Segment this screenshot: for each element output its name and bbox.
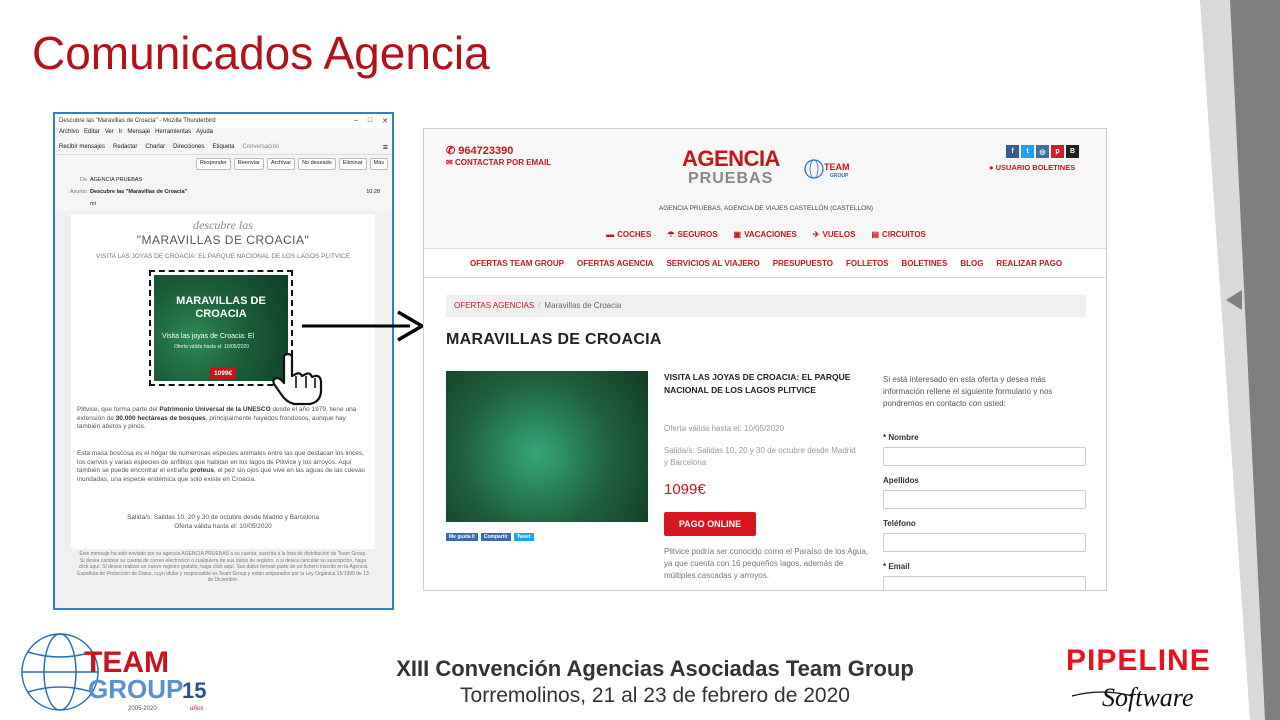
- nav-seguros-label: SEGUROS: [677, 230, 718, 239]
- address-book-button[interactable]: Direcciones: [173, 143, 205, 150]
- agency-tagline: AGENCIA PRUEBAS, AGENCIA DE VIAJES CASTELLÓN (CASTELLON): [658, 205, 874, 212]
- para1-text-2: desde el año 1979, tiene una extensión de: [77, 406, 357, 422]
- email-valid: Oferta válida hasta el: 10/05/2020: [174, 523, 272, 530]
- from-label: De: [79, 177, 87, 183]
- brand-logo-top[interactable]: AGENCIA: [682, 146, 780, 171]
- maximize-icon[interactable]: □: [367, 117, 373, 124]
- nav-circuitos[interactable]: [871, 230, 925, 239]
- email-banner-image: [154, 275, 288, 381]
- nav-ofertas-agencia[interactable]: OFERTAS AGENCIA: [577, 258, 654, 268]
- offer-title: VISITA LAS JOYAS DE CROACIA: EL PARQUE NACIONAL DE LOS LAGOS PLITVICE: [664, 372, 851, 395]
- plane-icon: ✈: [812, 230, 820, 239]
- nav-ofertas-team-group[interactable]: OFERTAS TEAM GROUP: [469, 258, 565, 268]
- nav-vacaciones[interactable]: [734, 230, 797, 239]
- arrow-right-icon: [302, 308, 426, 344]
- car-icon: ▬: [606, 230, 615, 239]
- breadcrumb-current: Maravillas de Croacia: [544, 301, 622, 310]
- email-salidas: Salida/s: Salidas 10, 20 y 30 de octubre desde Madrid y Barcelona: [127, 514, 319, 521]
- minimize-icon[interactable]: –: [353, 117, 358, 124]
- chat-button[interactable]: Charlar: [145, 143, 166, 150]
- brand-logo-bottom[interactable]: PRUEBAS: [688, 170, 774, 187]
- menu-mensaje[interactable]: Mensaje: [127, 129, 151, 135]
- team-mini-text: TEAM: [824, 162, 850, 172]
- contact-text: CONTACTAR POR EMAIL: [454, 158, 552, 167]
- menu-ayuda[interactable]: Ayuda: [196, 129, 213, 135]
- pipeline-word: PIPELINE: [1066, 644, 1211, 677]
- pipeline-script: Software: [1102, 683, 1194, 712]
- group-text: GROUP: [88, 674, 184, 704]
- page-title: MARAVILLAS DE CROACIA: [446, 331, 662, 348]
- team-group-logo: [18, 628, 218, 718]
- banner-valid: Oferta válida hasta el: 10/05/2020: [174, 344, 250, 350]
- menu-bar: [55, 128, 392, 139]
- nav-coches[interactable]: [606, 230, 651, 239]
- slide-title: Comunicados Agencia: [32, 27, 490, 79]
- nav-servicios-viajero[interactable]: SERVICIOS AL VIAJERO: [666, 258, 760, 268]
- close-icon[interactable]: ✕: [382, 118, 388, 125]
- twitter-icon[interactable]: t: [1021, 145, 1034, 158]
- reply-button[interactable]: Responder: [196, 158, 231, 170]
- more-button[interactable]: Más: [370, 158, 388, 170]
- apellidos-input[interactable]: [883, 490, 1086, 509]
- envelope-icon: ✉: [446, 158, 455, 167]
- from-value: AGENCIA PRUEBAS: [90, 177, 143, 183]
- nav-vacaciones-label: VACACIONES: [744, 230, 797, 239]
- para2-bold-proteus: proteus: [190, 467, 214, 474]
- message-headers: [55, 173, 392, 211]
- para1-text-3: , principalmente hayedos frondosos, aunque hay también abetos y pinos.: [77, 414, 346, 430]
- nombre-input[interactable]: [883, 447, 1086, 466]
- breadcrumb: [446, 295, 1086, 317]
- conversation-button[interactable]: Conversación: [242, 143, 280, 150]
- offer-description: Plitvice podría ser conocido como el Paraíso de los Agua, ya que cuenta con 16 pequeños lagos, además de múltiples cascadas y arroyos.: [664, 547, 869, 580]
- email-label: * Email: [883, 562, 910, 571]
- user-icon: ●: [989, 163, 996, 172]
- nav-vuelos-label: VUELOS: [822, 230, 856, 239]
- nombre-label: * Nombre: [883, 433, 919, 442]
- phone-text: 964723390: [458, 145, 514, 157]
- email-client-window: [53, 112, 394, 610]
- tweet-button[interactable]: Tweet: [514, 533, 534, 541]
- facebook-like-button[interactable]: Me gusta 0: [446, 533, 478, 541]
- nav-blog[interactable]: BLOG: [960, 258, 984, 268]
- umbrella-icon: ☂: [667, 230, 675, 239]
- agency-website: [423, 128, 1107, 591]
- email-body: [71, 214, 375, 549]
- social-icons: [1006, 145, 1079, 158]
- get-messages-button[interactable]: Recibir mensajes: [59, 143, 106, 150]
- window-title: Descubre las "Maravillas de Croacia" - Mozilla Thunderbird: [59, 118, 216, 124]
- years-word: años: [190, 704, 204, 712]
- usuario-boletines-link[interactable]: [989, 163, 1075, 172]
- nav-coches-label: COCHES: [617, 230, 652, 239]
- menu-archivo[interactable]: Archivo: [59, 129, 80, 135]
- para1-bold-hectareas: 30.000 hectáreas de bosques: [115, 414, 206, 422]
- email-paragraph-2: [77, 450, 369, 484]
- telefono-label: Teléfono: [883, 519, 916, 528]
- contact-email-link[interactable]: [446, 158, 551, 167]
- message-time: 10:28: [366, 189, 380, 195]
- apellidos-label: Apellidos: [883, 476, 920, 485]
- facebook-icon[interactable]: f: [1006, 145, 1019, 158]
- pointer-hand-icon: [270, 350, 328, 406]
- nav-folletos[interactable]: FOLLETOS: [846, 258, 889, 268]
- breadcrumb-link[interactable]: OFERTAS AGENCIAS: [454, 301, 535, 310]
- compose-button[interactable]: Redactar: [113, 143, 138, 150]
- email-subtitle: VISITA LAS JOYAS DE CROACIA: EL PARQUE NACIONAL DE LOS LAGOS PLITVICE: [95, 253, 351, 260]
- main-nav: [424, 230, 1107, 239]
- offer-price: 1099€: [664, 481, 706, 498]
- menu-herramientas[interactable]: Herramientas: [155, 129, 192, 135]
- subject-value: Descubre las "Maravillas de Croacia": [90, 189, 188, 195]
- para2-text: Esta masa boscosa es el hogar de numerosas especies animales entre las que destacan los linces, los ciervos y varias especies de anfibios que habitan en los lagos de Plitvice y los arroyos. Aquí también se puede encontrar el extraño: [77, 450, 364, 474]
- email-pre-title: descubre las: [193, 218, 253, 232]
- years-range: 2005-2020: [128, 706, 157, 712]
- phone-number[interactable]: [446, 144, 513, 157]
- junk-button[interactable]: No deseado: [298, 158, 336, 170]
- offer-salidas: Salida/s: Salidas 10, 20 y 30 de octubre desde Madrid y Barcelona: [664, 446, 856, 467]
- pinterest-icon[interactable]: p: [1051, 145, 1064, 158]
- menu-editar[interactable]: Editar: [84, 129, 100, 135]
- convention-title: XIII Convención Agencias Asociadas Team Group: [396, 656, 914, 681]
- tag-button[interactable]: Etiqueta: [212, 143, 235, 150]
- telefono-input[interactable]: [883, 533, 1086, 552]
- forward-button[interactable]: Reenviar: [234, 158, 264, 170]
- facebook-share-button[interactable]: Compartir: [481, 533, 511, 541]
- to-label: [67, 198, 87, 210]
- nav-seguros[interactable]: [667, 230, 717, 239]
- pipeline-software-logo: [1062, 636, 1267, 720]
- blogger-icon[interactable]: B: [1066, 145, 1079, 158]
- email-titlebar: [55, 114, 392, 128]
- to-value: mi: [90, 201, 96, 207]
- offer-valid: Oferta válida hasta el: 10/05/2020: [664, 424, 785, 433]
- para2-text-2: , el pez sin ojos que vive en las aguas de las cuevas inundadas, una especie endémica que solo existe en Croacia.: [77, 467, 365, 483]
- email-toolbar: [55, 139, 392, 155]
- bus-icon: ▤: [871, 230, 880, 239]
- menu-ver[interactable]: Ver: [104, 129, 114, 135]
- pago-online-button[interactable]: PAGO ONLINE: [664, 512, 756, 536]
- team-text: TEAM: [84, 646, 169, 679]
- nav-vuelos[interactable]: [813, 230, 856, 239]
- nav-presupuesto[interactable]: PRESUPUESTO: [772, 258, 833, 268]
- phone-icon: ✆: [446, 145, 459, 157]
- email-legal-footer: Este mensaje ha sido enviado por su agencia AGENCIA PRUEBAS a su cuenta, suscrita a la lista de distribución de Team Group. Si desea cambiar su cuenta de correo electrónico o cualquiera de sus datos de registro, o si desea cancelar su suscripción, haga click aquí. Si desea realizar un nuevo registro gratuito, haga click aquí. Sus datos forman parte de un fichero inscrito en la Agencia Española de Protección de Datos, cuyo titular y responsable es Team Group y están amparados por la Ley Orgánica 15/1999 de 13 de Diciembre.: [77, 551, 369, 583]
- globe-icon: [804, 157, 854, 181]
- subject-label: Asunto: [69, 189, 87, 195]
- years-number: 15: [182, 678, 207, 703]
- nav-realizar-pago[interactable]: REALIZAR PAGO: [996, 258, 1063, 268]
- para1-text: Plitvice, que forma parte del: [77, 406, 160, 413]
- message-actions: [55, 155, 392, 173]
- offer-photo: [446, 371, 648, 522]
- nav-boletines[interactable]: BOLETINES: [901, 258, 948, 268]
- breadcrumb-separator: /: [538, 301, 541, 310]
- nav-circuitos-label: CIRCUITOS: [882, 230, 926, 239]
- secondary-nav: [424, 248, 1107, 278]
- instagram-icon[interactable]: ◎: [1036, 145, 1049, 158]
- suitcase-icon: ▣: [733, 230, 742, 239]
- archive-button[interactable]: Archivar: [267, 158, 295, 170]
- share-buttons: [446, 533, 534, 541]
- para1-bold-unesco: Patrimonio Universal de la UNESCO: [159, 406, 271, 413]
- menu-ir[interactable]: Ir: [118, 129, 123, 135]
- email-title: "MARAVILLAS DE CROACIA": [136, 233, 310, 247]
- usuario-text: USUARIO BOLETINES: [995, 163, 1076, 172]
- team-group-mini-logo: [804, 157, 854, 181]
- hamburger-menu-icon[interactable]: ≡: [382, 141, 388, 152]
- banner-subtitle: Visita las joyas de Croacia: El: [162, 333, 255, 340]
- form-intro: Si está interesado en esta oferta y desea más información rellene el siguiente formulario y nos pondremos en contacto con usted:: [883, 375, 1053, 408]
- group-mini-text: GROUP: [830, 173, 849, 179]
- email-paragraph-1: [77, 406, 369, 432]
- banner-title: MARAVILLAS DE CROACIA: [176, 295, 266, 320]
- convention-location: Torremolinos, 21 al 23 de febrero de 2020: [460, 684, 850, 707]
- banner-price: 1099€: [210, 368, 236, 379]
- email-input[interactable]: [883, 576, 1086, 591]
- delete-button[interactable]: Eliminar: [339, 158, 367, 170]
- decorative-corner: [1160, 0, 1280, 720]
